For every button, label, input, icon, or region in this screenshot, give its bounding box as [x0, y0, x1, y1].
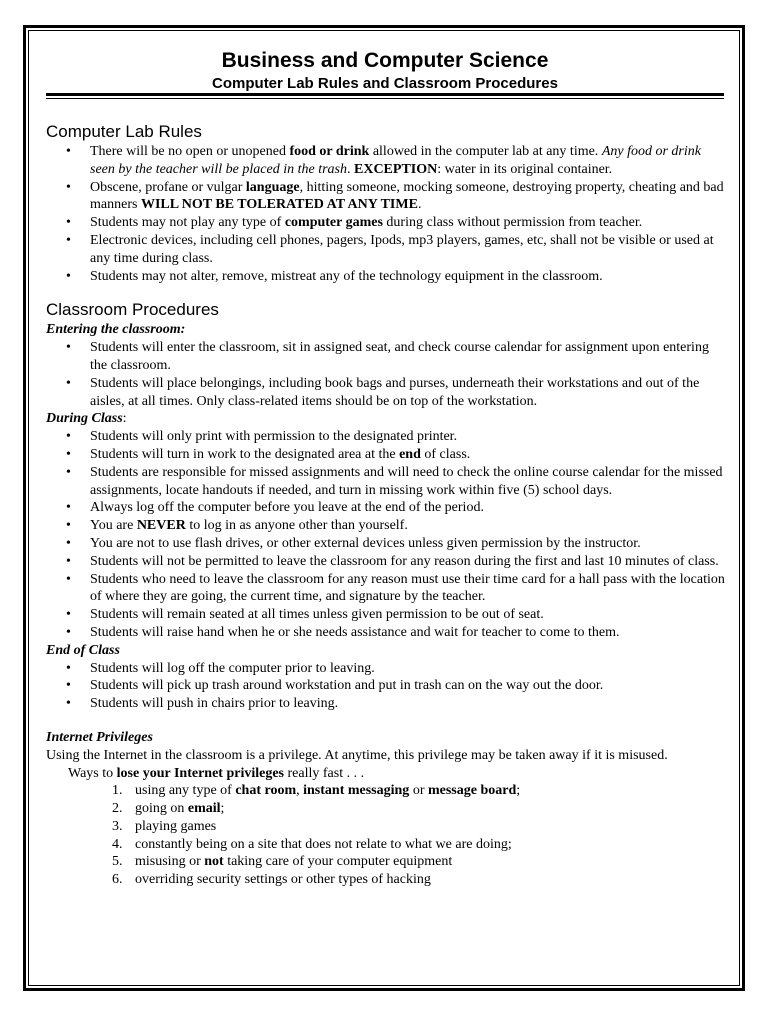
during-list [46, 428, 728, 642]
list-item: • Students will only print with permission to the designated printer. [46, 428, 728, 446]
list-item: • Students will raise hand when he or she needs assistance and wait for teacher to come to them. [46, 624, 728, 642]
list-item: • You are not to use flash drives, or other external devices unless given permission by the instructor. [46, 535, 728, 553]
list-item: • Students who need to leave the classroom for any reason must use their time card for a hall pass with the location of where they are going, the current time, and signature by the teacher. [46, 571, 728, 607]
list-item: 3. playing games [112, 818, 217, 834]
list-item: • Students will log off the computer prior to leaving. [46, 660, 728, 678]
list-item: • Students may not play any type of computer games during class without permission from teacher. [46, 214, 728, 232]
list-item: • Students will remain seated at all times unless given permission to be out of seat. [46, 606, 728, 624]
procedures-heading: Classroom Procedures [46, 300, 219, 320]
list-item: • Students are responsible for missed assignments and will need to check the online course calendar for the missed assignments, locate handouts if needed, and turn in missing work within five (5) school days. [46, 464, 728, 500]
entering-label: Entering the classroom: [46, 322, 186, 338]
page-subtitle: Computer Lab Rules and Classroom Procedures [212, 75, 558, 92]
list-item: 4. constantly being on a site that does not relate to what we are doing; [112, 836, 512, 852]
list-item: 6. overriding security settings or other types of hacking [112, 872, 431, 888]
list-item: • Obscene, profane or vulgar language, hitting someone, mocking someone, destroying property, cheating and bad manners WILL NOT BE TOLERATED AT ANY TIME. [46, 179, 728, 215]
list-item: • Students will pick up trash around workstation and put in trash can on the way out the door. [46, 677, 728, 695]
list-item: • Always log off the computer before you leave at the end of the period. [46, 499, 728, 517]
end-list [46, 660, 728, 713]
spacer [46, 713, 728, 729]
list-item: • Students may not alter, remove, mistreat any of the technology equipment in the classroom. [46, 268, 728, 286]
document-body [46, 121, 728, 889]
list-item: • Students will place belongings, including book bags and purses, underneath their workstations and out of the aisles, at all times. Only class-related items should be on top of the workstation. [46, 375, 728, 411]
list-item: 1. using any type of chat room, instant messaging or message board; [112, 783, 521, 799]
lab-rules-heading: Computer Lab Rules [46, 122, 202, 141]
list-item: 2. going on email; [112, 801, 225, 817]
list-item: • There will be no open or unopened food or drink allowed in the computer lab at any time. Any food or drink seen by the teacher will be placed in the trash. EXCEPTION: water in its original container. [46, 143, 728, 179]
list-item: • You are NEVER to log in as anyone other than yourself. [46, 517, 728, 535]
internet-list [46, 782, 728, 889]
page-title: Business and Computer Science [221, 49, 549, 72]
title-rule-thin [46, 98, 724, 99]
list-item: • Students will enter the classroom, sit in assigned seat, and check course calendar for assignment upon entering the classroom. [46, 339, 728, 375]
internet-label: Internet Privileges [46, 729, 153, 745]
title-rule-thick [46, 93, 724, 96]
entering-list [46, 339, 728, 410]
during-label: During Class: [46, 411, 127, 427]
list-item: • Students will turn in work to the designated area at the end of class. [46, 446, 728, 464]
list-item: • Students will not be permitted to leave the classroom for any reason during the first and last 10 minutes of class. [46, 553, 728, 571]
internet-ways: Ways to lose your Internet privileges really fast . . . [68, 765, 365, 781]
list-item: • Electronic devices, including cell phones, pagers, Ipods, mp3 players, games, etc, shall not be visible or used at any time during class. [46, 232, 728, 268]
list-item: 5. misusing or not taking care of your computer equipment [112, 854, 453, 870]
internet-intro: Using the Internet in the classroom is a privilege. At anytime, this privilege may be taken away if it is misused. [46, 747, 668, 763]
lab-rules-list [46, 143, 728, 285]
end-label: End of Class [46, 642, 120, 658]
list-item: • Students will push in chairs prior to leaving. [46, 695, 728, 713]
